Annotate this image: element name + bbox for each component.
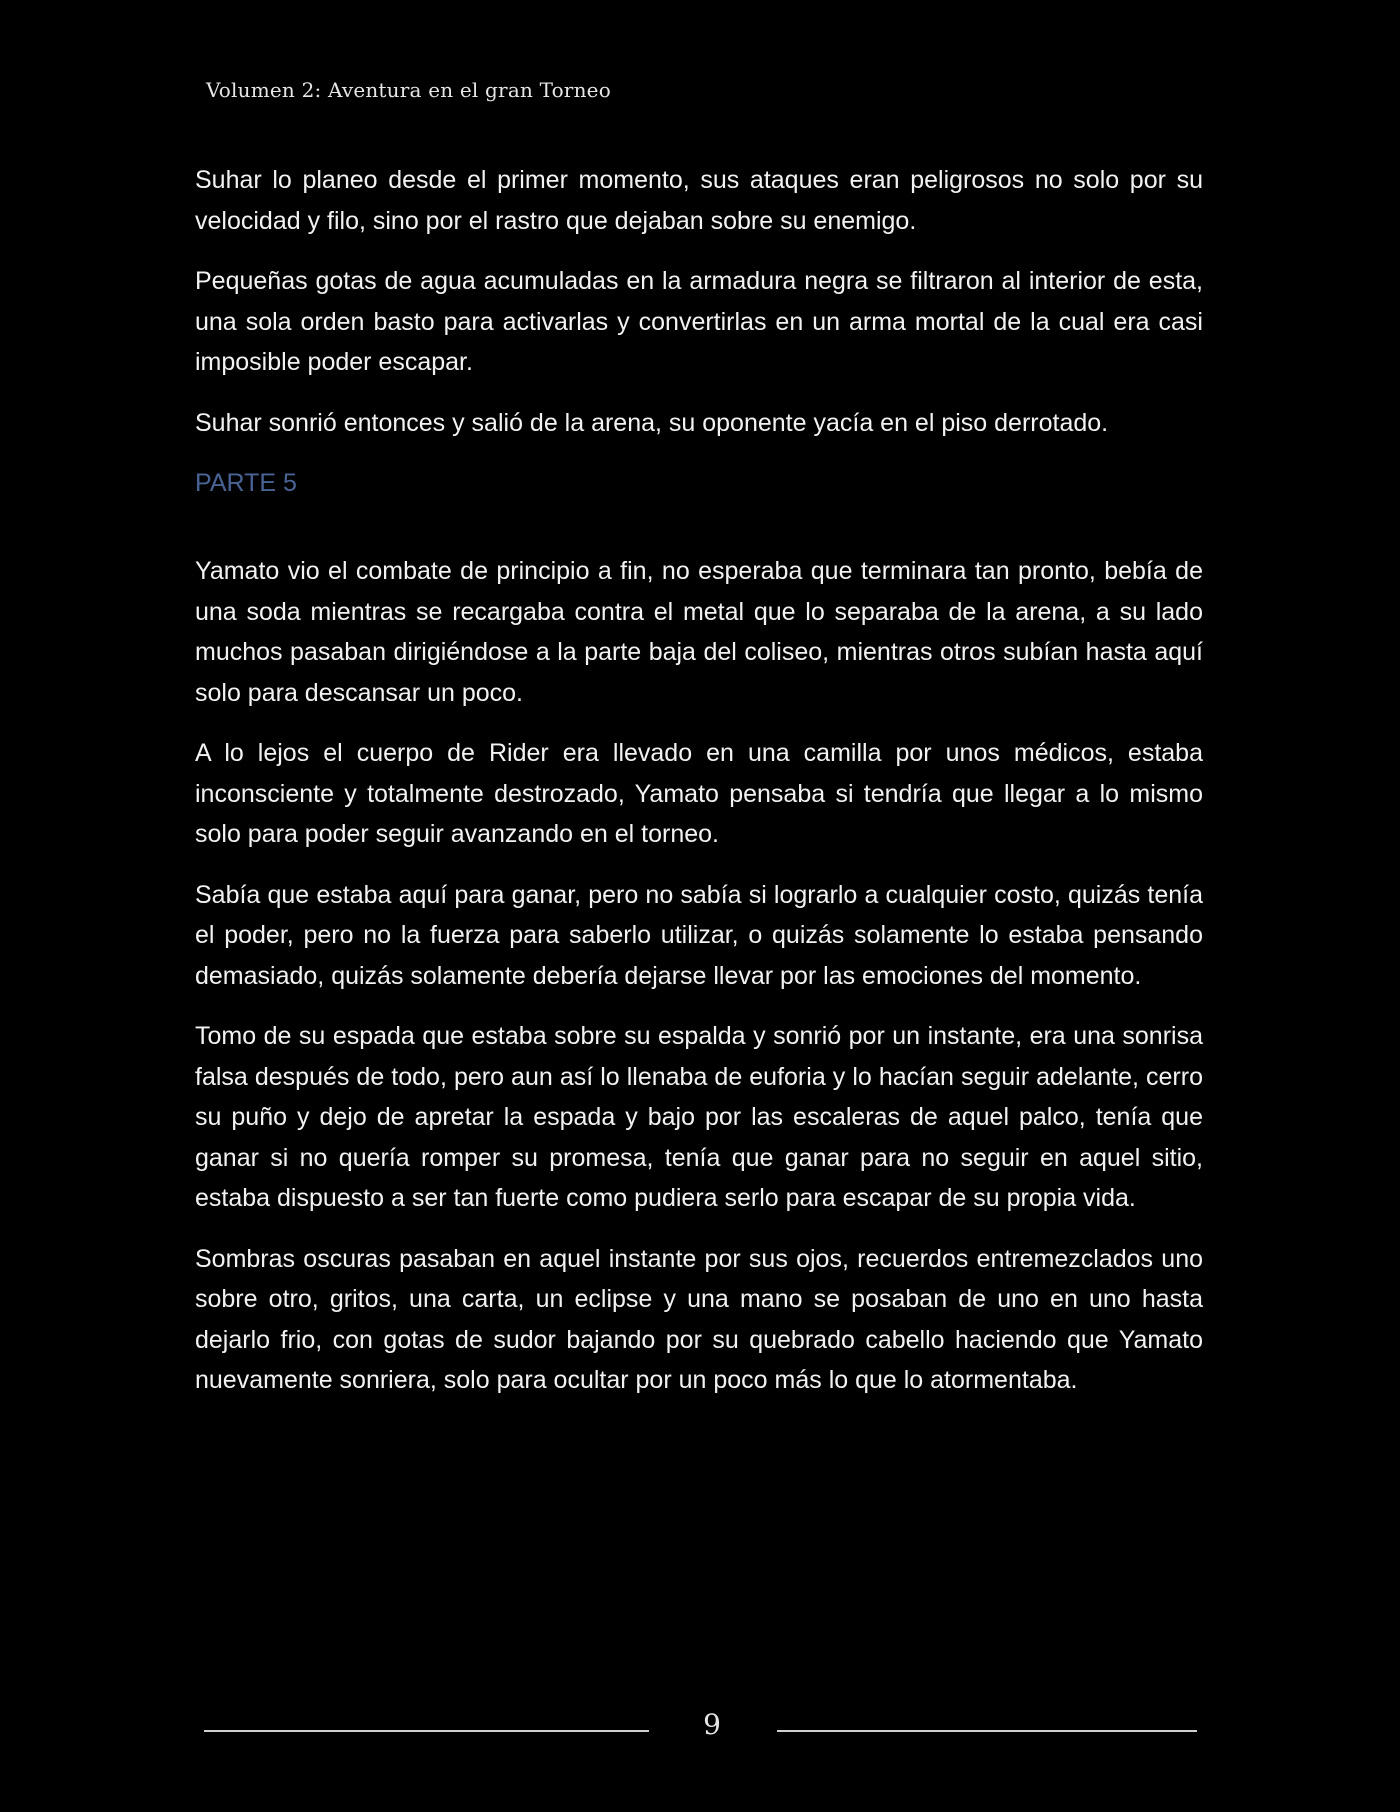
page-body xyxy=(195,160,1203,1421)
page-footer xyxy=(0,1708,1400,1762)
paragraph: Sombras oscuras pasaban en aquel instante por sus ojos, recuerdos entremezclados uno sobre otro, gritos, una carta, un eclipse y una mano se posaban de uno en uno hasta dejarlo frio, con gotas de sudor bajando por su quebrado cabello haciendo que Yamato nuevamente sonriera, solo para ocultar por un poco más lo que lo atormentaba. xyxy=(195,1244,1203,1394)
footer-rule-right xyxy=(777,1730,1197,1732)
paragraph: Tomo de su espada que estaba sobre su espalda y sonrió por un instante, era una sonrisa falsa después de todo, pero aun así lo llenaba de euforia y lo hacían seguir adelante, cerro su puño y dejo de apretar la espada y bajo por las escaleras de aquel palco, tenía que ganar si no quería romper su promesa, tenía que ganar para no seguir en aquel sitio, estaba dispuesto a ser tan fuerte como pudiera serlo para escapar de su propia vida. xyxy=(195,1022,1203,1212)
footer-rule-left xyxy=(204,1730,649,1732)
running-header: Volumen 2: Aventura en el gran Torneo xyxy=(206,78,611,102)
paragraph: Yamato vio el combate de principio a fin, no esperaba que terminara tan pronto, bebía de una soda mientras se recargaba contra el metal que lo separaba de la arena, a su lado muchos pasaban dirigiéndose a la parte baja del coliseo, mientras otros subían hasta aquí solo para descansar un poco. xyxy=(195,557,1203,707)
paragraph: Sabía que estaba aquí para ganar, pero no sabía si lograrlo a cualquier costo, quizás tenía el poder, pero no la fuerza para saberlo utilizar, o quizás solamente lo estaba pensando demasiado, quizás solamente debería dejarse llevar por las emociones del momento. xyxy=(195,880,1203,990)
paragraph: Pequeñas gotas de agua acumuladas en la armadura negra se filtraron al interior de esta, una sola orden basto para activarlas y convertirlas en un arma mortal de la cual era casi imposible poder escapar. xyxy=(195,267,1203,376)
paragraph: Suhar lo planeo desde el primer momento, sus ataques eran peligrosos no solo por su velocidad y filo, sino por el rastro que dejaban sobre su enemigo. xyxy=(195,166,1203,235)
paragraph: A lo lejos el cuerpo de Rider era llevado en una camilla por unos médicos, estaba inconsciente y totalmente destrozado, Yamato pensaba si tendría que llegar a lo mismo solo para poder seguir avanzando en el torneo. xyxy=(195,739,1203,848)
paragraph: Suhar sonrió entonces y salió de la arena, su oponente yacía en el piso derrotado. xyxy=(195,408,1109,437)
section-heading: PARTE 5 xyxy=(195,469,297,497)
page-number: 9 xyxy=(703,1708,721,1741)
